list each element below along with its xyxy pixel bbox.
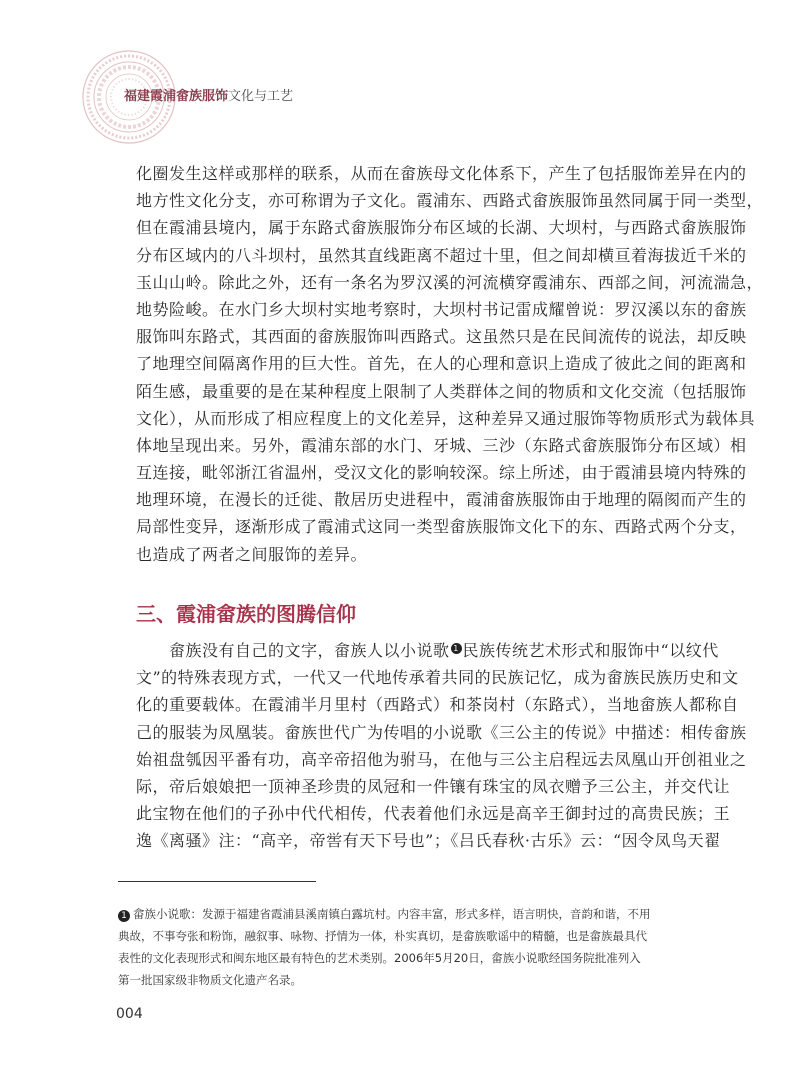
page-number: 004 — [116, 1006, 143, 1022]
text-line: 但在霞浦县境内，属于东路式畲族服饰分布区域的长湖、大坝村，与西路式畲族服饰 — [136, 218, 747, 238]
text-line: 互连接，毗邻浙江省温州，受汉文化的影响较深。综上所述，由于霞浦县境内特殊的 — [136, 463, 747, 483]
text-segment: 民族传统艺术形式和服饰中“以纹代 — [462, 641, 719, 660]
text-line: 玉山山岭。除此之外，还有一条名为罗汉溪的河流横穿霞浦东、西部之间，河流湍急， — [136, 272, 764, 292]
footnote-reference-mark[interactable]: 1 — [451, 643, 462, 654]
text-line: 始祖盘瓠因平番有功，高辛帝招他为驸马，在他与三公主启程远去凤凰山开创祖业之 — [136, 749, 747, 769]
text-line: 逸《离骚》注：“高辛，帝喾有天下号也”；《吕氏春秋·古乐》云：“因令凤鸟天翟 — [136, 831, 721, 851]
running-title-brand: 福建霞浦畲族服饰 — [124, 89, 229, 104]
running-title — [124, 85, 293, 104]
text-line: 地方性文化分支，亦可称谓为子文化。霞浦东、西路式畲族服饰虽然同属于同一类型， — [136, 191, 764, 211]
footnote-line — [118, 903, 678, 925]
footnote — [118, 903, 678, 991]
footnote-line: 第一批国家级非物质文化遗产名录。 — [118, 973, 302, 987]
footnote-divider — [118, 881, 316, 882]
text-line: 陌生感，最重要的是在某种程度上限制了人类群体之间的物质和文化交流（包括服饰 — [136, 381, 747, 401]
text-line: 了地理空间隔离作用的巨大性。首先，在人的心理和意识上造成了彼此之间的距离和 — [136, 354, 747, 374]
text-line: 文化），从而形成了相应程度上的文化差异，这种差异又通过服饰等物质形式为载体具 — [136, 408, 756, 428]
text-line: 化圈发生这样或那样的联系，从而在畲族母文化体系下，产生了包括服饰差异在内的 — [136, 164, 747, 183]
section-heading: 三、霞浦畲族的图腾信仰 — [136, 602, 356, 626]
text-line: 地理环境，在漫长的迁徙、散居历史进程中，霞浦畲族服饰由于地理的隔阂而产生的 — [136, 490, 747, 510]
text-line: 地势险峻。在水门乡大坝村实地考察时，大坝村书记雷成耀曾说：罗汉溪以东的畲族 — [136, 299, 747, 319]
text-line: 局部性变异，逐渐形成了霞浦式这同一类型畲族服饰文化下的东、西路式两个分支， — [136, 517, 747, 537]
paragraph-continued — [136, 160, 764, 568]
text-line-first — [136, 637, 719, 664]
text-line: 分布区域内的八斗坝村，虽然其直线距离不超过十里，但之间却横亘着海拔近千米的 — [136, 245, 747, 265]
text-line: 服饰叫东路式，其西面的畲族服饰叫西路式。这虽然只是在民间流传的说法，却反映 — [136, 327, 747, 347]
running-header — [80, 48, 380, 148]
text-line: 文”的特殊表现方式，一代又一代地传承着共同的民族记忆，成为畲族民族历史和文 — [136, 668, 739, 688]
text-line: 此宝物在他们的子孙中代代相传，代表着他们永远是高辛王御封过的高贵民族；王 — [136, 804, 731, 824]
text-line: 际，帝后娘娘把一顶神圣珍贵的凤冠和一件镶有珠宝的凤衣赠予三公主，并交代让 — [136, 776, 731, 796]
text-line: 体地呈现出来。另外，霞浦东部的水门、牙城、三沙（东路式畲族服饰分布区域）相 — [136, 435, 747, 455]
text-line: 己的服装为凤凰装。畲族世代广为传唱的小说歌《三公主的传说》中描述：相传畲族 — [136, 722, 747, 742]
text-segment: 畲族没有自己的文字，畲族人以小说歌 — [136, 641, 450, 660]
running-title-rest: 文化与工艺 — [228, 89, 294, 104]
footnote-number-mark: 1 — [118, 910, 130, 922]
footnote-line: 表性的文化表现形式和闽东地区最有特色的艺术类别。2006年5月20日，畲族小说歌经国务院批准列入 — [118, 951, 641, 965]
text-line: 也造成了两者之间服饰的差异。 — [136, 544, 368, 564]
footnote-line: 典故，不事夸张和粉饰，融叙事、咏物、抒情为一体，朴实真切，是畲族歌谣中的精髓，也是畲族最具代 — [118, 929, 647, 943]
footnote-text: 畲族小说歌：发源于福建省霞浦县溪南镇白露坑村。内容丰富，形式多样，语言明快，音韵和谐，不用 — [133, 907, 651, 921]
paragraph-totem — [136, 637, 747, 855]
text-line: 化的重要载体。在霞浦半月里村（西路式）和茶岗村（东路式），当地畲族人都称自 — [136, 695, 739, 715]
